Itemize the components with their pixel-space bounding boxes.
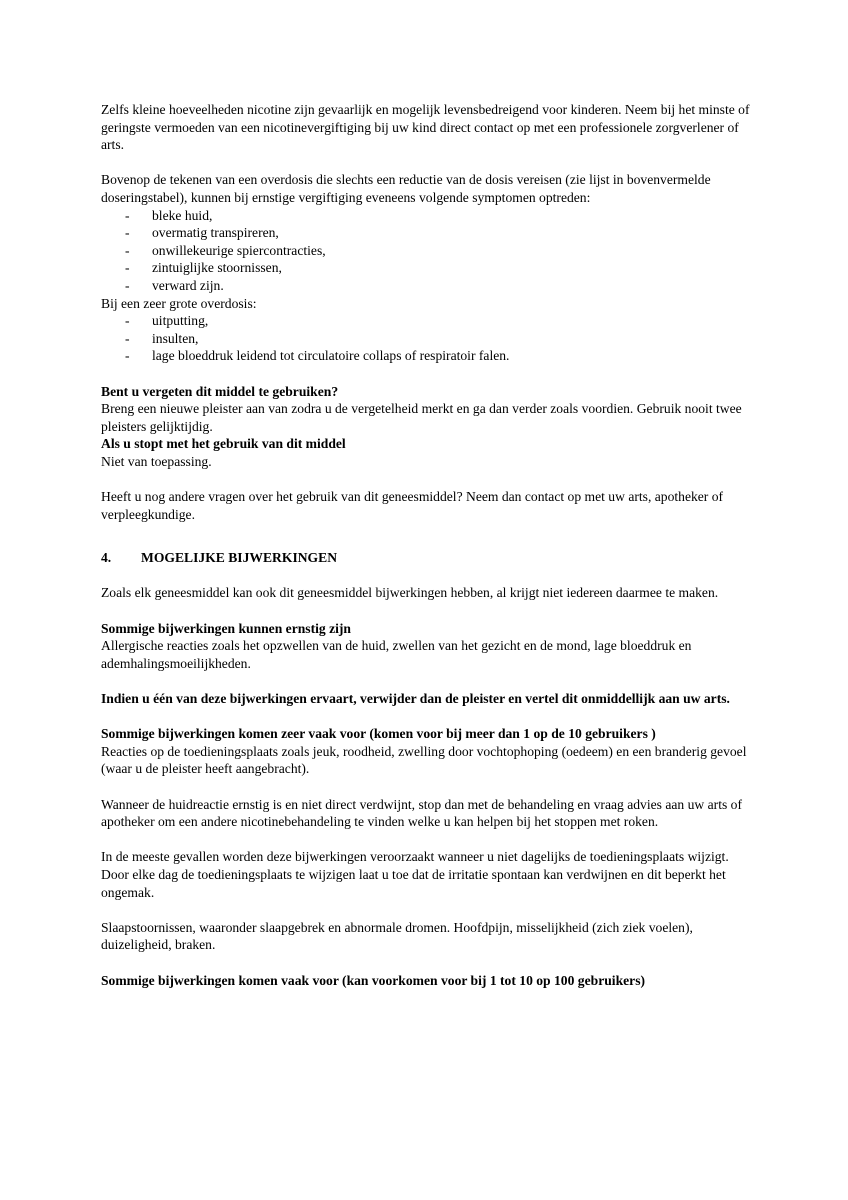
forgot-heading: Bent u vergeten dit middel te gebruiken? xyxy=(101,383,339,399)
page-content xyxy=(101,101,751,989)
list-item: - bleke huid, xyxy=(125,207,213,223)
common-heading: Sommige bijwerkingen komen vaak voor (kan voorkomen voor bij 1 tot 10 op 100 gebruikers) xyxy=(101,972,646,988)
side-effects-intro: Zoals elk geneesmiddel kan ook dit geneesmiddel bijwerkingen hebben, al krijgt niet iedereen daarmee te maken. xyxy=(101,585,719,601)
section-title: MOGELIJKE BIJWERKINGEN xyxy=(141,550,338,566)
list-item: - uitputting, xyxy=(125,313,209,329)
stop-heading: Als u stopt met het gebruik van dit middel xyxy=(101,436,346,452)
list-item: - verward zijn. xyxy=(125,277,224,293)
symptom-list xyxy=(101,207,751,295)
warning-paragraph: Indien u één van deze bijwerkingen ervaart, verwijder dan de pleister en vertel dit onmiddellijk aan uw arts. xyxy=(101,691,730,706)
questions-paragraph: Heeft u nog andere vragen over het gebruik van dit geneesmiddel? Neem dan contact op met uw arts, apotheker of verpleegkundige. xyxy=(101,489,724,522)
very-common-heading: Sommige bijwerkingen komen zeer vaak voor (komen voor bij meer dan 1 op de 10 gebruikers ) xyxy=(101,726,656,742)
severe-poisoning-paragraph: Bovenop de tekenen van een overdosis die slechts een reductie van de dosis vereisen (zie lijst in bovenvermelde doseringstabel), kunnen bij ernstige vergiftiging eveneens volgende symptomen optreden: xyxy=(101,172,711,205)
stop-text: Niet van toepassing. xyxy=(101,453,212,469)
serious-text: Allergische reacties zoals het opzwellen van de huid, zwellen van het gezicht en de mond, lage bloeddruk en ademhalingsmoeilijkheden. xyxy=(101,638,692,671)
section-heading xyxy=(101,549,751,567)
forgot-text: Breng een nieuwe pleister aan van zodra u de vergetelheid merkt en ga dan verder zoals voordien. Gebruik nooit twee pleisters gelijktijdig. xyxy=(101,401,742,434)
section-number: 4. xyxy=(101,550,112,566)
overdose-intro: Bij een zeer grote overdosis: xyxy=(101,295,257,311)
list-item: - insulten, xyxy=(125,330,199,346)
application-site-paragraph: In de meeste gevallen worden deze bijwerkingen veroorzaakt wanneer u niet dagelijks de toedieningsplaats wijzigt. Door elke dag de toedieningsplaats te wijzigen laat u toe dat de irritatie spontaan kan verdwijnen en dit beperkt het ongemak. xyxy=(101,849,729,900)
sleep-paragraph: Slaapstoornissen, waaronder slaapgebrek en abnormale dromen. Hoofdpijn, misselijkheid (zich ziek voelen), duizeligheid, braken. xyxy=(101,919,693,953)
skin-reaction-paragraph: Wanneer de huidreactie ernstig is en niet direct verdwijnt, stop dan met de behandeling en vraag advies aan uw arts of apotheker om een andere nicotinebehandeling te vinden welke u kan helpen bij het stoppen met roken. xyxy=(101,796,742,830)
very-common-text: Reacties op de toedieningsplaats zoals jeuk, roodheid, zwelling door vochtophoping (oedeem) en een branderig gevoel (waar u de pleister heeft aangebracht). xyxy=(101,743,747,777)
list-item: - lage bloeddruk leidend tot circulatoire collaps of respiratoir falen. xyxy=(125,348,510,364)
serious-heading: Sommige bijwerkingen kunnen ernstig zijn xyxy=(101,620,351,636)
list-item: - zintuiglijke stoornissen, xyxy=(125,260,282,276)
list-item: - overmatig transpireren, xyxy=(125,225,279,241)
child-warning-paragraph: Zelfs kleine hoeveelheden nicotine zijn gevaarlijk en mogelijk levensbedreigend voor kinderen. Neem bij het minste of geringste vermoeden van een nicotinevergiftiging bij uw kind direct contact op met een professionele zorgverlener of arts. xyxy=(101,102,750,153)
list-item: - onwillekeurige spiercontracties, xyxy=(125,242,326,258)
overdose-list xyxy=(101,312,751,365)
